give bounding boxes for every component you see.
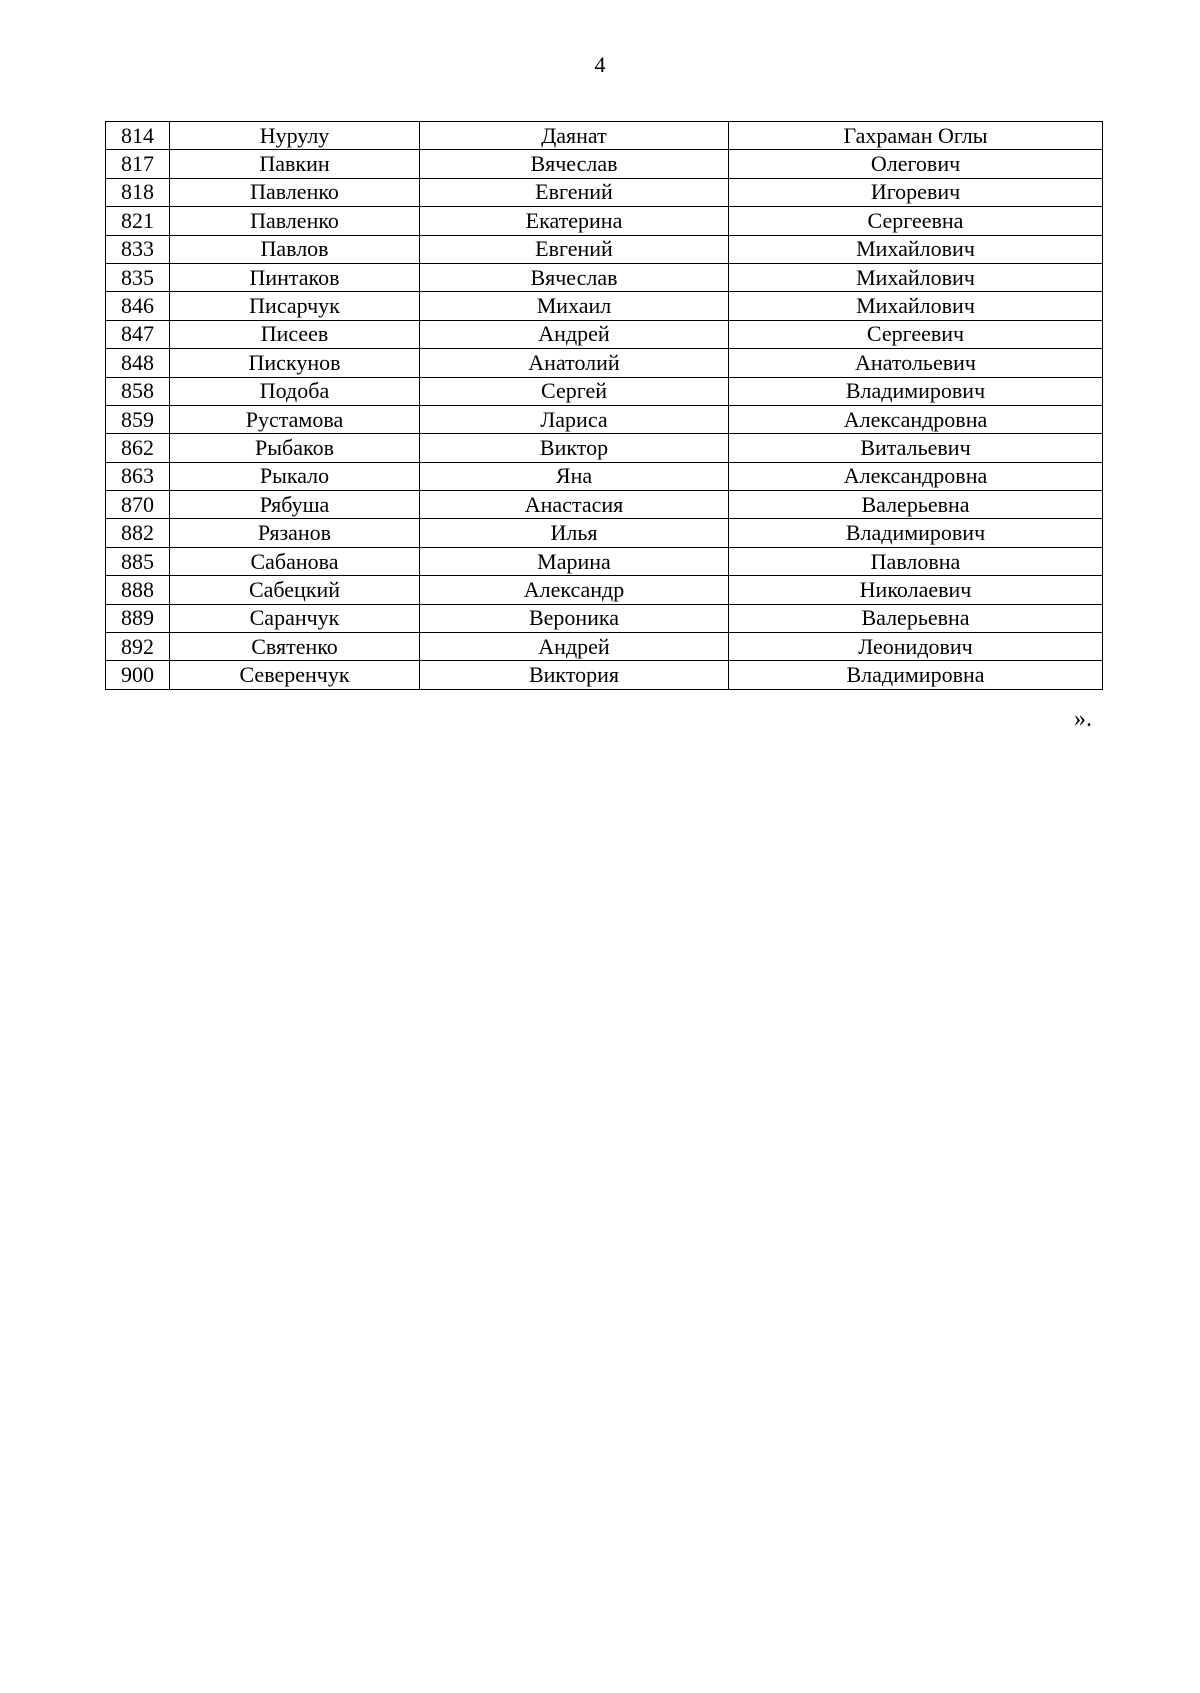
patronymic-cell: Витальевич	[729, 434, 1103, 462]
closing-quote-mark: ».	[1074, 706, 1092, 732]
row-number: 862	[106, 434, 170, 462]
row-number: 821	[106, 207, 170, 235]
table-row	[106, 122, 1103, 150]
surname-cell: Пискунов	[170, 349, 420, 377]
patronymic-cell: Владимирович	[729, 519, 1103, 547]
first-name-cell: Лариса	[420, 405, 729, 433]
first-name-cell: Анатолий	[420, 349, 729, 377]
row-number: 833	[106, 235, 170, 263]
surname-cell: Северенчук	[170, 661, 420, 689]
table-row	[106, 661, 1103, 689]
first-name-cell: Виктория	[420, 661, 729, 689]
surname-cell: Рыбаков	[170, 434, 420, 462]
table-row	[106, 491, 1103, 519]
surname-cell: Рустамова	[170, 405, 420, 433]
patronymic-cell: Владимировна	[729, 661, 1103, 689]
surname-cell: Сабанова	[170, 547, 420, 575]
table-row	[106, 292, 1103, 320]
table-row	[106, 604, 1103, 632]
surname-cell: Сабецкий	[170, 576, 420, 604]
table-row	[106, 207, 1103, 235]
page-number: 4	[594, 52, 606, 77]
table-row	[106, 519, 1103, 547]
table-row	[106, 263, 1103, 291]
first-name-cell: Марина	[420, 547, 729, 575]
patronymic-cell: Анатольевич	[729, 349, 1103, 377]
surname-cell: Рыкало	[170, 462, 420, 490]
table-row	[106, 349, 1103, 377]
patronymic-cell: Сергеевич	[729, 320, 1103, 348]
patronymic-cell: Валерьевна	[729, 604, 1103, 632]
surname-cell: Подоба	[170, 377, 420, 405]
first-name-cell: Вероника	[420, 604, 729, 632]
first-name-cell: Евгений	[420, 178, 729, 206]
row-number: 858	[106, 377, 170, 405]
first-name-cell: Сергей	[420, 377, 729, 405]
patronymic-cell: Леонидович	[729, 633, 1103, 661]
table-row	[106, 434, 1103, 462]
surname-cell: Писеев	[170, 320, 420, 348]
table-row	[106, 547, 1103, 575]
row-number: 847	[106, 320, 170, 348]
patronymic-cell: Михайлович	[729, 235, 1103, 263]
first-name-cell: Виктор	[420, 434, 729, 462]
first-name-cell: Екатерина	[420, 207, 729, 235]
surname-cell: Нурулу	[170, 122, 420, 150]
surname-cell: Павкин	[170, 150, 420, 178]
row-number: 818	[106, 178, 170, 206]
row-number: 889	[106, 604, 170, 632]
table-row	[106, 178, 1103, 206]
row-number: 892	[106, 633, 170, 661]
patronymic-cell: Михайлович	[729, 263, 1103, 291]
row-number: 817	[106, 150, 170, 178]
row-number: 882	[106, 519, 170, 547]
surname-cell: Павленко	[170, 178, 420, 206]
surname-cell: Рязанов	[170, 519, 420, 547]
table-row	[106, 320, 1103, 348]
first-name-cell: Андрей	[420, 320, 729, 348]
row-number: 835	[106, 263, 170, 291]
row-number: 888	[106, 576, 170, 604]
roster-table	[105, 121, 1103, 690]
surname-cell: Рябуша	[170, 491, 420, 519]
table-row	[106, 150, 1103, 178]
first-name-cell: Михаил	[420, 292, 729, 320]
row-number: 814	[106, 122, 170, 150]
table-row	[106, 405, 1103, 433]
patronymic-cell: Александровна	[729, 462, 1103, 490]
table-row	[106, 377, 1103, 405]
surname-cell: Павлов	[170, 235, 420, 263]
patronymic-cell: Олегович	[729, 150, 1103, 178]
row-number: 885	[106, 547, 170, 575]
patronymic-cell: Александровна	[729, 405, 1103, 433]
surname-cell: Саранчук	[170, 604, 420, 632]
patronymic-cell: Игоревич	[729, 178, 1103, 206]
first-name-cell: Вячеслав	[420, 150, 729, 178]
first-name-cell: Яна	[420, 462, 729, 490]
patronymic-cell: Сергеевна	[729, 207, 1103, 235]
row-number: 900	[106, 661, 170, 689]
patronymic-cell: Валерьевна	[729, 491, 1103, 519]
surname-cell: Святенко	[170, 633, 420, 661]
patronymic-cell: Владимирович	[729, 377, 1103, 405]
table-row	[106, 462, 1103, 490]
patronymic-cell: Гахраман Оглы	[729, 122, 1103, 150]
row-number: 863	[106, 462, 170, 490]
first-name-cell: Евгений	[420, 235, 729, 263]
table-row	[106, 633, 1103, 661]
surname-cell: Павленко	[170, 207, 420, 235]
row-number: 846	[106, 292, 170, 320]
patronymic-cell: Николаевич	[729, 576, 1103, 604]
table-row	[106, 235, 1103, 263]
surname-cell: Писарчук	[170, 292, 420, 320]
first-name-cell: Александр	[420, 576, 729, 604]
row-number: 859	[106, 405, 170, 433]
table-row	[106, 576, 1103, 604]
first-name-cell: Вячеслав	[420, 263, 729, 291]
first-name-cell: Андрей	[420, 633, 729, 661]
patronymic-cell: Михайлович	[729, 292, 1103, 320]
surname-cell: Пинтаков	[170, 263, 420, 291]
first-name-cell: Даянат	[420, 122, 729, 150]
row-number: 870	[106, 491, 170, 519]
patronymic-cell: Павловна	[729, 547, 1103, 575]
first-name-cell: Анастасия	[420, 491, 729, 519]
row-number: 848	[106, 349, 170, 377]
first-name-cell: Илья	[420, 519, 729, 547]
